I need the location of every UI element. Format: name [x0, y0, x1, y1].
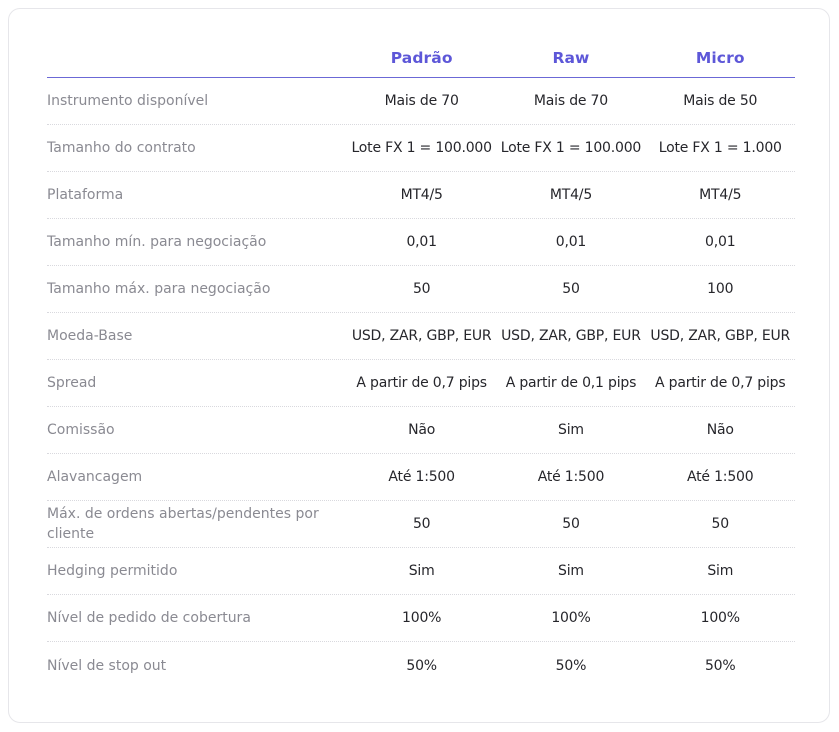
cell-micro: 100 [707, 281, 734, 297]
table-row [47, 548, 795, 595]
table-row [47, 407, 795, 454]
table-row [47, 125, 795, 172]
cell-micro: 50% [704, 657, 736, 674]
cell-padrao: Não [408, 422, 436, 438]
cell-micro: Mais de 50 [683, 93, 758, 109]
header-spacer [47, 9, 347, 77]
row-label: Nível de pedido de cobertura [47, 610, 251, 626]
cell-micro: 100% [700, 610, 740, 626]
row-label: Plataforma [47, 187, 124, 203]
cell-padrao: Até 1:500 [388, 469, 455, 485]
cell-micro: Até 1:500 [687, 469, 754, 485]
cell-micro: Lote FX 1 = 1.000 [658, 140, 782, 156]
plan-header-micro: Micro [695, 49, 745, 67]
row-label: Tamanho do contrato [47, 140, 196, 156]
table-row [47, 595, 795, 642]
table-row [47, 454, 795, 501]
cell-padrao: MT4/5 [400, 187, 443, 203]
cell-micro: Sim [707, 563, 734, 579]
table-row [47, 266, 795, 313]
cell-raw: Sim [558, 563, 584, 579]
cell-padrao: 50% [406, 657, 437, 674]
table-row [47, 172, 795, 219]
cell-raw: 100% [551, 610, 591, 626]
comparison-card [8, 8, 830, 723]
account-comparison-table [47, 9, 795, 689]
cell-micro: 0,01 [705, 234, 736, 250]
cell-raw: 0,01 [555, 234, 587, 250]
cell-raw: Mais de 70 [533, 93, 608, 109]
row-label: Moeda-Base [47, 328, 133, 344]
cell-padrao: 50 [412, 281, 431, 297]
row-label: Comissão [47, 422, 115, 438]
cell-raw: 50% [555, 657, 587, 674]
cell-padrao: 50 [412, 516, 431, 532]
cell-raw: 50 [562, 281, 580, 297]
table-row [47, 501, 795, 548]
table-row [47, 78, 795, 125]
row-label: Tamanho mín. para negociação [47, 234, 267, 250]
row-label: Instrumento disponível [47, 93, 209, 109]
row-label: Hedging permitido [47, 563, 178, 579]
cell-padrao: 0,01 [406, 234, 437, 250]
cell-padrao: 100% [402, 610, 442, 626]
plan-header-padrao: Padrão [390, 49, 453, 67]
cell-raw: Até 1:500 [537, 469, 605, 485]
cell-raw: Lote FX 1 = 100.000 [500, 140, 642, 156]
cell-raw: A partir de 0,1 pips [505, 375, 637, 391]
cell-padrao: Mais de 70 [384, 93, 459, 109]
cell-raw: 50 [562, 516, 580, 532]
row-label: Spread [47, 375, 97, 391]
cell-padrao: Lote FX 1 = 100.000 [351, 140, 492, 156]
row-label: Nível de stop out [47, 657, 167, 674]
cell-micro: USD, ZAR, GBP, EUR [650, 328, 791, 344]
cell-padrao: A partir de 0,7 pips [356, 375, 487, 391]
cell-padrao: Sim [408, 563, 435, 579]
table-row [47, 219, 795, 266]
row-label: Tamanho máx. para negociação [47, 281, 271, 297]
cell-raw: Sim [558, 422, 584, 438]
cell-raw: USD, ZAR, GBP, EUR [501, 328, 641, 344]
table-header [47, 9, 795, 78]
table-row [47, 360, 795, 407]
table-row [47, 313, 795, 360]
cell-micro: MT4/5 [699, 187, 742, 203]
plan-header-raw: Raw [552, 49, 590, 67]
cell-raw: MT4/5 [549, 187, 593, 203]
row-label: Máx. de ordens abertas/pendentes por cliente [47, 506, 319, 542]
cell-micro: 50 [711, 516, 729, 532]
cell-padrao: USD, ZAR, GBP, EUR [351, 328, 492, 344]
row-label: Alavancagem [47, 469, 143, 485]
table-row [47, 642, 795, 689]
cell-micro: Não [706, 422, 734, 438]
cell-micro: A partir de 0,7 pips [655, 375, 786, 391]
